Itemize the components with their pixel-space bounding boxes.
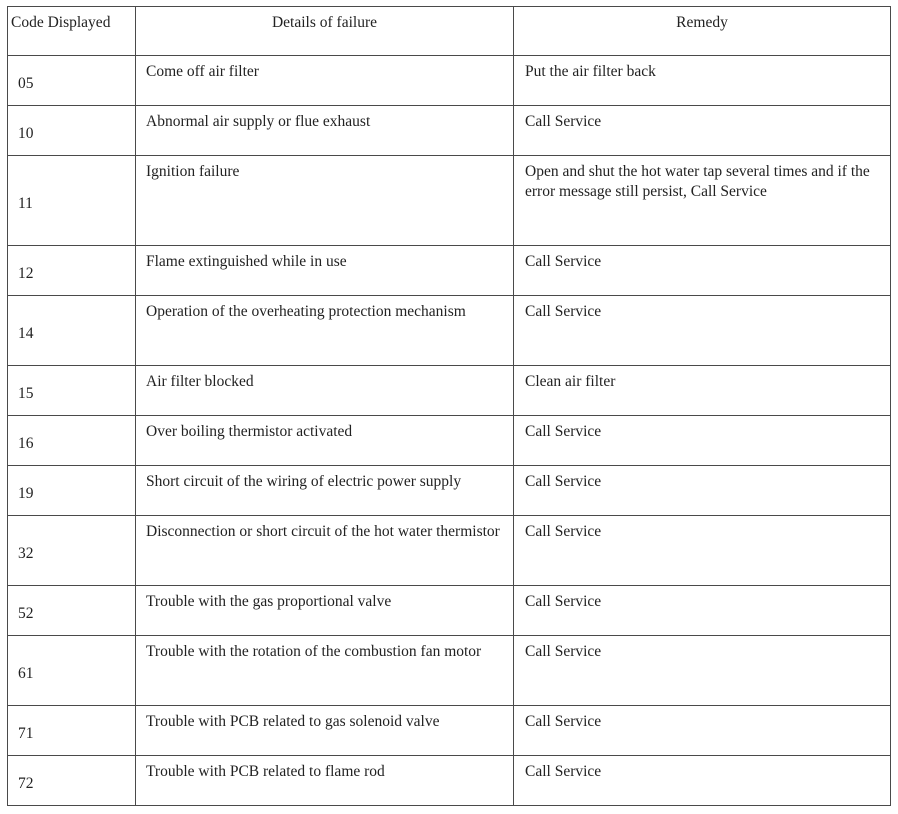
error-code-cell: 61 [8, 636, 136, 706]
table-row [8, 706, 891, 756]
failure-details-cell: Short circuit of the wiring of electric power supply [136, 466, 514, 516]
header-details-of-failure: Details of failure [136, 7, 514, 56]
failure-details-cell: Ignition failure [136, 156, 514, 246]
table-row [8, 56, 891, 106]
failure-details-cell: Trouble with the rotation of the combustion fan motor [136, 636, 514, 706]
remedy-cell: Clean air filter [514, 366, 891, 416]
error-code-cell: 19 [8, 466, 136, 516]
remedy-cell: Call Service [514, 706, 891, 756]
failure-details-cell: Trouble with the gas proportional valve [136, 586, 514, 636]
remedy-cell: Open and shut the hot water tap several times and if the error message still persist, Call Service [514, 156, 891, 246]
table-row [8, 586, 891, 636]
error-code-cell: 72 [8, 756, 136, 806]
remedy-cell: Put the air filter back [514, 56, 891, 106]
header-code-displayed: Code Displayed [8, 7, 136, 56]
remedy-cell: Call Service [514, 416, 891, 466]
table-row [8, 466, 891, 516]
error-code-cell: 11 [8, 156, 136, 246]
remedy-cell: Call Service [514, 246, 891, 296]
error-code-cell: 12 [8, 246, 136, 296]
table-row [8, 636, 891, 706]
error-code-cell: 15 [8, 366, 136, 416]
remedy-cell: Call Service [514, 586, 891, 636]
failure-details-cell: Abnormal air supply or flue exhaust [136, 106, 514, 156]
error-code-cell: 05 [8, 56, 136, 106]
table-row [8, 296, 891, 366]
table-row [8, 756, 891, 806]
table-row [8, 106, 891, 156]
failure-details-cell: Disconnection or short circuit of the hot water thermistor [136, 516, 514, 586]
header-remedy: Remedy [514, 7, 891, 56]
failure-details-cell: Come off air filter [136, 56, 514, 106]
table-row [8, 416, 891, 466]
table-row [8, 156, 891, 246]
table-row [8, 366, 891, 416]
error-code-cell: 10 [8, 106, 136, 156]
remedy-cell: Call Service [514, 636, 891, 706]
remedy-cell: Call Service [514, 106, 891, 156]
failure-details-cell: Over boiling thermistor activated [136, 416, 514, 466]
error-code-cell: 32 [8, 516, 136, 586]
table-row [8, 516, 891, 586]
failure-details-cell: Trouble with PCB related to gas solenoid valve [136, 706, 514, 756]
remedy-cell: Call Service [514, 296, 891, 366]
failure-details-cell: Trouble with PCB related to flame rod [136, 756, 514, 806]
remedy-cell: Call Service [514, 466, 891, 516]
failure-details-cell: Flame extinguished while in use [136, 246, 514, 296]
table-row [8, 246, 891, 296]
remedy-cell: Call Service [514, 516, 891, 586]
error-code-cell: 71 [8, 706, 136, 756]
error-code-cell: 16 [8, 416, 136, 466]
error-code-cell: 14 [8, 296, 136, 366]
table-header-row [8, 7, 891, 56]
failure-details-cell: Air filter blocked [136, 366, 514, 416]
failure-details-cell: Operation of the overheating protection mechanism [136, 296, 514, 366]
error-code-cell: 52 [8, 586, 136, 636]
remedy-cell: Call Service [514, 756, 891, 806]
error-code-table [7, 6, 891, 806]
